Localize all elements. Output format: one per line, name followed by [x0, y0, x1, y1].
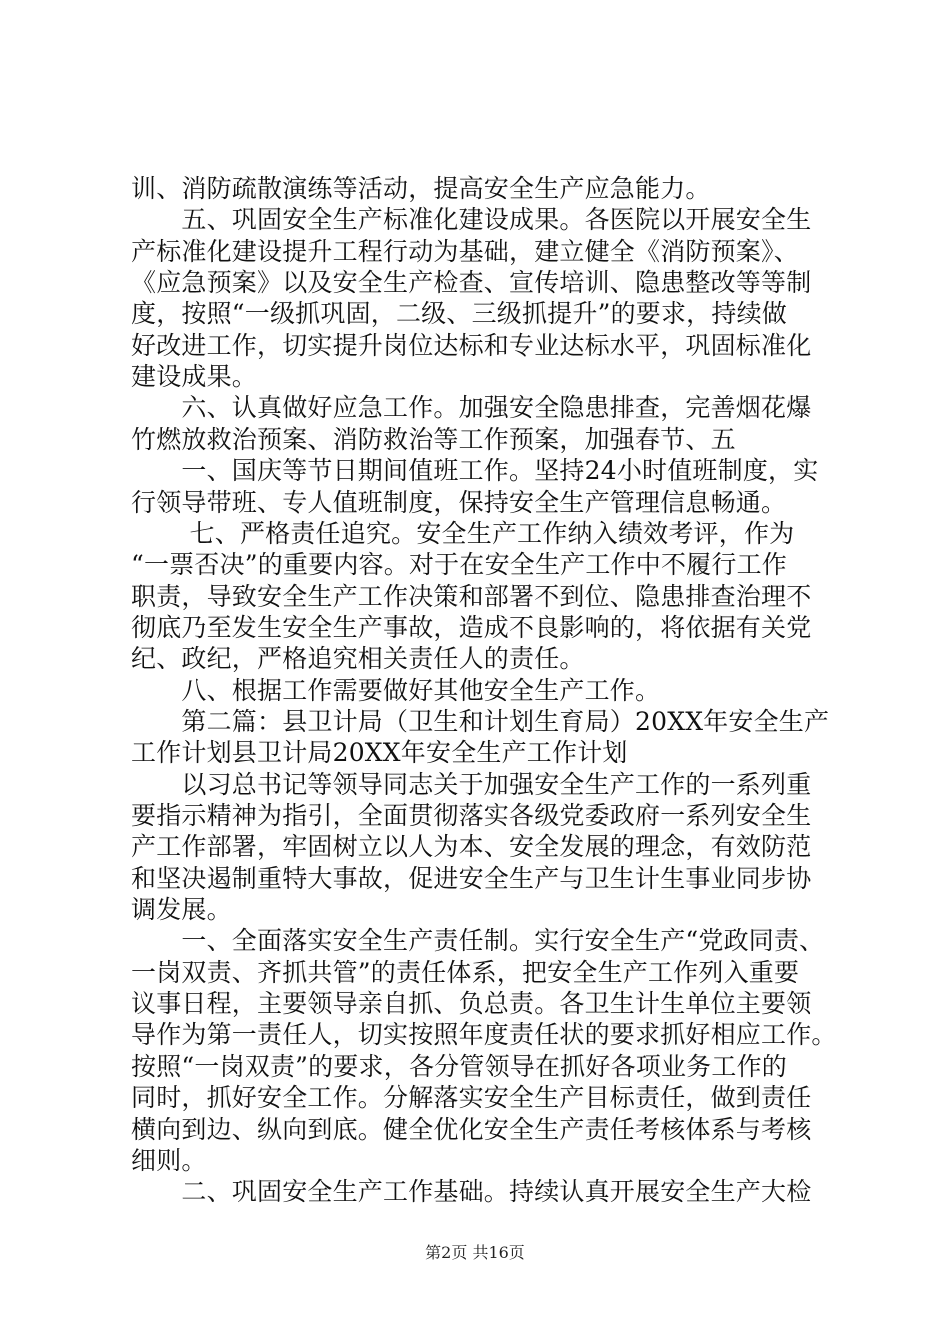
text-line: 建设成果。: [131, 362, 258, 392]
text-line: 按照“一岗双责”的要求，各分管领导在抓好各项业务工作的: [131, 1051, 787, 1081]
text-line: “一票否决”的重要内容。对于在安全生产工作中不履行工作: [131, 550, 787, 580]
text-line: 产标准化建设提升工程行动为基础，建立健全《消防预案》、: [131, 236, 799, 266]
text-line: 横向到边、纵向到底。健全优化安全生产责任考核体系与考核: [131, 1114, 812, 1144]
text-line: 七、严格责任追究。安全生产工作纳入绩效考评，作为: [131, 518, 795, 548]
text-line: 《应急预案》以及安全生产检查、宣传培训、隐患整改等等制: [131, 268, 812, 298]
text-line: 六、认真做好应急工作。加强安全隐患排查，完善烟花爆: [131, 393, 812, 423]
text-line: 度，按照“一级抓巩固，二级、三级抓提升”的要求，持续做: [131, 299, 787, 329]
text-line: 二、巩固安全生产工作基础。持续认真开展安全生产大检: [131, 1177, 812, 1207]
text-line: 纪、政纪，严格追究相关责任人的责任。: [131, 644, 585, 674]
text-line: 五、巩固安全生产标准化建设成果。各医院以开展安全生: [131, 205, 812, 235]
text-line: 一、全面落实安全生产责任制。实行安全生产“党政同责、: [131, 926, 825, 956]
text-line: 竹燃放救治预案、消防救治等工作预案，加强春节、五: [131, 424, 736, 454]
text-line: 职责，导致安全生产工作决策和部署不到位、隐患排查治理不: [131, 581, 812, 611]
text-line: 产工作部署，牢固树立以人为本、安全发展的理念，有效防范: [131, 832, 812, 862]
text-line: 训、消防疏散演练等活动，提高安全生产应急能力。: [131, 174, 711, 203]
text-line: 和坚决遏制重特大事故，促进安全生产与卫生计生事业同步协: [131, 863, 812, 893]
text-line: 要指示精神为指引，全面贯彻落实各级党委政府一系列安全生: [131, 801, 812, 830]
text-line: 导作为第一责任人，切实按照年度责任状的要求抓好相应工作。: [131, 1020, 837, 1050]
text-line: 八、根据工作需要做好其他安全生产工作。: [131, 675, 661, 705]
text-line: 调发展。: [131, 895, 232, 925]
text-line: 细则。: [131, 1145, 207, 1175]
text-line: 议事日程，主要领导亲自抓、负总责。各卫生计生单位主要领: [131, 989, 812, 1019]
page-footer: 第2页 共16页: [425, 1243, 525, 1262]
text-line: 第二篇：县卫计局（卫生和计划生育局）20XX年安全生产: [131, 706, 830, 736]
text-line: 工作计划县卫计局20XX年安全生产工作计划: [131, 738, 628, 768]
text-line: 行领导带班、专人值班制度，保持安全生产管理信息畅通。: [131, 487, 787, 517]
text-line: 好改进工作，切实提升岗位达标和专业达标水平，巩固标准化: [131, 330, 812, 360]
text-line: 一、国庆等节日期间值班工作。坚持24小时值班制度，实: [131, 456, 819, 486]
text-line: 以习总书记等领导同志关于加强安全生产工作的一系列重: [131, 769, 812, 799]
text-line: 一岗双责、齐抓共管”的责任体系，把安全生产工作列入重要: [131, 957, 800, 987]
text-line: 同时，抓好安全工作。分解落实安全生产目标责任，做到责任: [131, 1083, 812, 1113]
text-line: 彻底乃至发生安全生产事故，造成不良影响的，将依据有关党: [131, 612, 812, 642]
